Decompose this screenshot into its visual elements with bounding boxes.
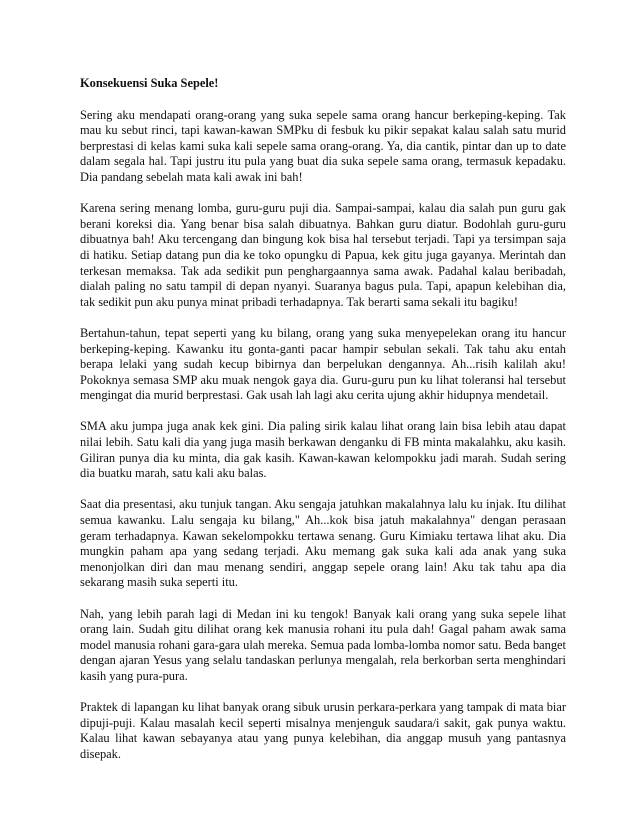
paragraph-7: Praktek di lapangan ku lihat banyak orang sibuk urusin perkara-perkara yang tampak di mata biar dipuji-puji. Kalau masalah kecil seperti misalnya menjenguk saudara/i sakit, gak punya waktu. Kalau lihat kawan sebayanya atau yang punya kelebihan, dia anggap musuh yang pantasnya disepak. [80,700,566,761]
paragraph-1: Sering aku mendapati orang-orang yang suka sepele sama orang hancur berkeping-keping. Tak mau ku sebut rinci, tapi kawan-kawan SMPku di fesbuk ku pikir sepakat kalau salah satu murid berprestasi di kelas kami suka kali sepele sama orang-orang. Ya, dia cantik, pintar dan up to date dalam segala hal. Tapi justru itu pula yang buat dia suka sepele sama orang, termasuk kepadaku. Dia pandang sebelah mata kali awak ini bah! [80,107,566,184]
paragraph-3: Bertahun-tahun, tepat seperti yang ku bilang, orang yang suka menyepelekan orang itu hancur berkeping-keping. Kawanku itu gonta-ganti pacar hampir sebulan sekali. Tak tahu aku entah berapa lelaki yang sudah kecup bibirnya dan berpelukan dengannya. Ah...risih kalilah aku! Pokoknya semasa SMP aku muak nengok gaya dia. Guru-guru pun ku lihat toleransi hal tersebut mengingat dia murid berprestasi. Gak usah lah lagi aku cerita ujung akhir hidupnya mendetail. [80,325,566,403]
paragraph-6: Nah, yang lebih parah lagi di Medan ini ku tengok! Banyak kali orang yang suka sepele lihat orang lain. Sudah gitu dilihat orang kek manusia rohani itu pula dah! Gagal paham awak sama model manusia rohani gara-gara ulah mereka. Semua pada lomba-lomba nomor satu. Beda banget dengan ajaran Yesus yang selalu tandaskan perlunya mengalah, rela berkorban serta menghindari kasih yang pura-pura. [80,606,566,683]
paragraph-4: SMA aku jumpa juga anak kek gini. Dia paling sirik kalau lihat orang lain bisa lebih atau dapat nilai lebih. Satu kali dia yang juga masih berkawan denganku di FB minta makalahku, aku kasih. Giliran punya dia ku minta, dia gak kasih. Kawan-kawan kelompokku jadi marah. Sudah sering dia buatku marah, satu kali aku balas. [80,419,566,481]
paragraph-2: Karena sering menang lomba, guru-guru puji dia. Sampai-sampai, kalau dia salah pun guru gak berani koreksi dia. Yang benar bisa salah dibuatnya. Bahkan guru diatur. Bodohlah guru-guru dibuatnya bah! Aku tercengang dan bingung kok bisa hal tersebut terjadi. Tapi ya tersimpan saja di hatiku. Setiap datang pun dia ke toko opungku di Papua, kek gitu juga gayanya. Merintah dan terkesan memaksa. Tak ada sedikit pun penghargaannya sama awak. Padahal kalau beribadah, dialah paling no satu tampil di depan nyanyi. Suaranya bagus pula. Tapi, apapun kelebihan dia, tak sedikit pun aku punya minat pribadi terhadapnya. Tak berarti sama sekali itu bagiku! [80,201,566,309]
paragraph-5: Saat dia presentasi, aku tunjuk tangan. Aku sengaja jatuhkan makalahnya lalu ku injak. Itu dilihat semua kawanku. Lalu sengaja ku bilang," Ah...kok bisa jatuh makalahnya" dengan perasaan geram terhadapnya. Kawan sekelompokku tertawa senang. Guru Kimiaku tertawa lihat aku. Dia mungkin paham apa yang sedang terjadi. Aku memang gak suka kali ada anak yang suka menonjolkan diri dan mau menang sendiri, anggap sepele orang lain! Aku tak tahu apa dia sekarang masih suka seperti itu. [80,497,566,590]
document-page [80,76,566,778]
document-title: Konsekuensi Suka Sepele! [80,76,219,90]
